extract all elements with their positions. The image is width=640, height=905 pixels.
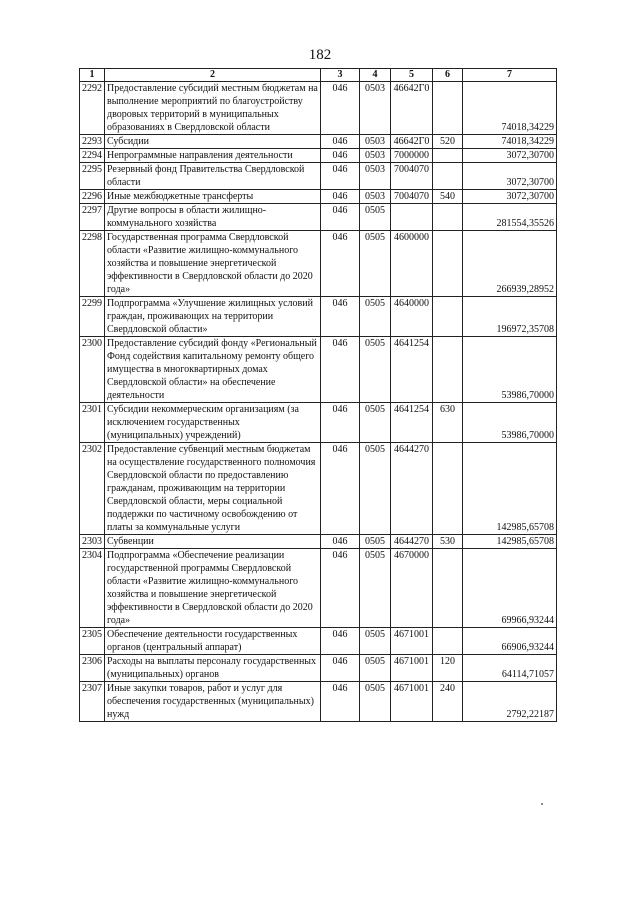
row-admin-code: 046 bbox=[321, 135, 360, 149]
row-name: Расходы на выплаты персоналу государственных (муниципальных) органов bbox=[105, 655, 321, 682]
row-target-code: 4600000 bbox=[391, 231, 433, 297]
row-admin-code: 046 bbox=[321, 535, 360, 549]
row-admin-code: 046 bbox=[321, 628, 360, 655]
row-admin-code: 046 bbox=[321, 443, 360, 535]
table-row bbox=[80, 682, 557, 722]
row-name: Государственная программа Свердловской области «Развитие жилищно-коммунального хозяйства и повышение энергетической эффективности в Свердловской области до 2020 года» bbox=[105, 231, 321, 297]
row-expense-type bbox=[433, 549, 463, 628]
row-expense-type: 120 bbox=[433, 655, 463, 682]
row-target-code: 4671001 bbox=[391, 682, 433, 722]
row-number: 2302 bbox=[80, 443, 105, 535]
header-cell-4: 4 bbox=[360, 69, 391, 82]
row-name: Подпрограмма «Улучшение жилищных условий граждан, проживающих на территории Свердловской области» bbox=[105, 297, 321, 337]
row-number: 2300 bbox=[80, 337, 105, 403]
row-expense-type bbox=[433, 231, 463, 297]
row-expense-type bbox=[433, 628, 463, 655]
row-admin-code: 046 bbox=[321, 190, 360, 204]
row-target-code: 4644270 bbox=[391, 535, 433, 549]
row-number: 2303 bbox=[80, 535, 105, 549]
row-admin-code: 046 bbox=[321, 337, 360, 403]
row-target-code: 7000000 bbox=[391, 149, 433, 163]
row-amount: 3072,30700 bbox=[463, 190, 557, 204]
row-expense-type: 520 bbox=[433, 135, 463, 149]
row-expense-type bbox=[433, 82, 463, 135]
row-target-code: 4671001 bbox=[391, 655, 433, 682]
row-name: Субвенции bbox=[105, 535, 321, 549]
header-row bbox=[80, 69, 557, 82]
row-amount: 64114,71057 bbox=[463, 655, 557, 682]
row-amount: 66906,93244 bbox=[463, 628, 557, 655]
row-name: Резервный фонд Правительства Свердловской области bbox=[105, 163, 321, 190]
row-number: 2301 bbox=[80, 403, 105, 443]
row-name: Предоставление субсидий фонду «Региональный Фонд содействия капитальному ремонту общего имущества в многоквартирных домах Свердловской области» на обеспечение деятельности bbox=[105, 337, 321, 403]
row-name: Иные межбюджетные трансферты bbox=[105, 190, 321, 204]
row-section-code: 0505 bbox=[360, 403, 391, 443]
row-number: 2293 bbox=[80, 135, 105, 149]
table-row bbox=[80, 135, 557, 149]
header-cell-6: 6 bbox=[433, 69, 463, 82]
row-number: 2299 bbox=[80, 297, 105, 337]
row-section-code: 0503 bbox=[360, 163, 391, 190]
row-expense-type bbox=[433, 297, 463, 337]
row-section-code: 0505 bbox=[360, 549, 391, 628]
row-name: Субсидии bbox=[105, 135, 321, 149]
row-target-code: 7004070 bbox=[391, 190, 433, 204]
row-admin-code: 046 bbox=[321, 82, 360, 135]
row-amount: 281554,35526 bbox=[463, 204, 557, 231]
header-cell-3: 3 bbox=[321, 69, 360, 82]
row-section-code: 0505 bbox=[360, 443, 391, 535]
row-expense-type bbox=[433, 149, 463, 163]
scan-speck bbox=[541, 803, 543, 805]
page-number: 182 bbox=[308, 47, 332, 63]
row-expense-type bbox=[433, 163, 463, 190]
row-admin-code: 046 bbox=[321, 655, 360, 682]
row-admin-code: 046 bbox=[321, 231, 360, 297]
row-target-code: 4671001 bbox=[391, 628, 433, 655]
row-number: 2304 bbox=[80, 549, 105, 628]
row-admin-code: 046 bbox=[321, 682, 360, 722]
row-number: 2296 bbox=[80, 190, 105, 204]
row-amount: 69966,93244 bbox=[463, 549, 557, 628]
row-expense-type: 240 bbox=[433, 682, 463, 722]
row-amount: 142985,65708 bbox=[463, 535, 557, 549]
table-row bbox=[80, 403, 557, 443]
table-row bbox=[80, 82, 557, 135]
row-target-code: 4644270 bbox=[391, 443, 433, 535]
row-admin-code: 046 bbox=[321, 204, 360, 231]
row-target-code: 46642Г0 bbox=[391, 82, 433, 135]
row-section-code: 0505 bbox=[360, 655, 391, 682]
row-number: 2306 bbox=[80, 655, 105, 682]
row-section-code: 0503 bbox=[360, 82, 391, 135]
row-name: Субсидии некоммерческим организациям (за исключением государственных (муниципальных) учреждений) bbox=[105, 403, 321, 443]
table-row bbox=[80, 204, 557, 231]
table-row bbox=[80, 337, 557, 403]
row-section-code: 0505 bbox=[360, 231, 391, 297]
table-row bbox=[80, 163, 557, 190]
table-row bbox=[80, 549, 557, 628]
row-section-code: 0503 bbox=[360, 190, 391, 204]
table-row bbox=[80, 443, 557, 535]
header-cell-1: 1 bbox=[80, 69, 105, 82]
row-expense-type: 630 bbox=[433, 403, 463, 443]
table-row bbox=[80, 297, 557, 337]
row-target-code: 46642Г0 bbox=[391, 135, 433, 149]
header-cell-2: 2 bbox=[105, 69, 321, 82]
row-name: Обеспечение деятельности государственных органов (центральный аппарат) bbox=[105, 628, 321, 655]
table-row bbox=[80, 231, 557, 297]
row-target-code: 4640000 bbox=[391, 297, 433, 337]
row-number: 2295 bbox=[80, 163, 105, 190]
row-section-code: 0505 bbox=[360, 535, 391, 549]
row-section-code: 0503 bbox=[360, 135, 391, 149]
row-section-code: 0505 bbox=[360, 682, 391, 722]
header-cell-5: 5 bbox=[391, 69, 433, 82]
row-section-code: 0505 bbox=[360, 628, 391, 655]
table-row bbox=[80, 628, 557, 655]
row-amount: 74018,34229 bbox=[463, 135, 557, 149]
row-target-code: 4641254 bbox=[391, 337, 433, 403]
row-admin-code: 046 bbox=[321, 549, 360, 628]
row-name: Другие вопросы в области жилищно-коммунального хозяйства bbox=[105, 204, 321, 231]
row-name: Подпрограмма «Обеспечение реализации государственной программы Свердловской области «Развитие жилищно-коммунального хозяйства и повышение энергетической эффективности в Свердловской области до 2020 года» bbox=[105, 549, 321, 628]
row-target-code bbox=[391, 204, 433, 231]
header-cell-7: 7 bbox=[463, 69, 557, 82]
row-section-code: 0505 bbox=[360, 297, 391, 337]
row-section-code: 0505 bbox=[360, 204, 391, 231]
row-expense-type bbox=[433, 337, 463, 403]
row-admin-code: 046 bbox=[321, 163, 360, 190]
table-row bbox=[80, 535, 557, 549]
row-amount: 3072,30700 bbox=[463, 163, 557, 190]
row-name: Иные закупки товаров, работ и услуг для обеспечения государственных (муниципальных) нужд bbox=[105, 682, 321, 722]
row-admin-code: 046 bbox=[321, 149, 360, 163]
row-number: 2297 bbox=[80, 204, 105, 231]
row-target-code: 7004070 bbox=[391, 163, 433, 190]
row-amount: 266939,28952 bbox=[463, 231, 557, 297]
row-admin-code: 046 bbox=[321, 297, 360, 337]
row-number: 2294 bbox=[80, 149, 105, 163]
row-number: 2307 bbox=[80, 682, 105, 722]
row-target-code: 4670000 bbox=[391, 549, 433, 628]
row-amount: 142985,65708 bbox=[463, 443, 557, 535]
row-amount: 196972,35708 bbox=[463, 297, 557, 337]
row-expense-type bbox=[433, 443, 463, 535]
row-expense-type: 530 bbox=[433, 535, 463, 549]
row-number: 2298 bbox=[80, 231, 105, 297]
row-number: 2305 bbox=[80, 628, 105, 655]
row-amount: 2792,22187 bbox=[463, 682, 557, 722]
table-row bbox=[80, 149, 557, 163]
row-target-code: 4641254 bbox=[391, 403, 433, 443]
row-name: Предоставление субсидий местным бюджетам на выполнение мероприятий по благоустройству дворовых территорий в муниципальных образованиях в Свердловской области bbox=[105, 82, 321, 135]
row-name: Непрограммные направления деятельности bbox=[105, 149, 321, 163]
budget-table bbox=[79, 68, 557, 722]
row-expense-type: 540 bbox=[433, 190, 463, 204]
row-amount: 74018,34229 bbox=[463, 82, 557, 135]
row-section-code: 0505 bbox=[360, 337, 391, 403]
row-amount: 3072,30700 bbox=[463, 149, 557, 163]
row-amount: 53986,70000 bbox=[463, 337, 557, 403]
row-name: Предоставление субвенций местным бюджетам на осуществление государственного полномочия Свердловской области по предоставлению гражданам, проживающим на территории Свердловской области, меры социальной поддержки по частичному освобождению от платы за коммунальные услуги bbox=[105, 443, 321, 535]
row-amount: 53986,70000 bbox=[463, 403, 557, 443]
row-expense-type bbox=[433, 204, 463, 231]
row-section-code: 0503 bbox=[360, 149, 391, 163]
table-row bbox=[80, 655, 557, 682]
table-row bbox=[80, 190, 557, 204]
row-admin-code: 046 bbox=[321, 403, 360, 443]
row-number: 2292 bbox=[80, 82, 105, 135]
